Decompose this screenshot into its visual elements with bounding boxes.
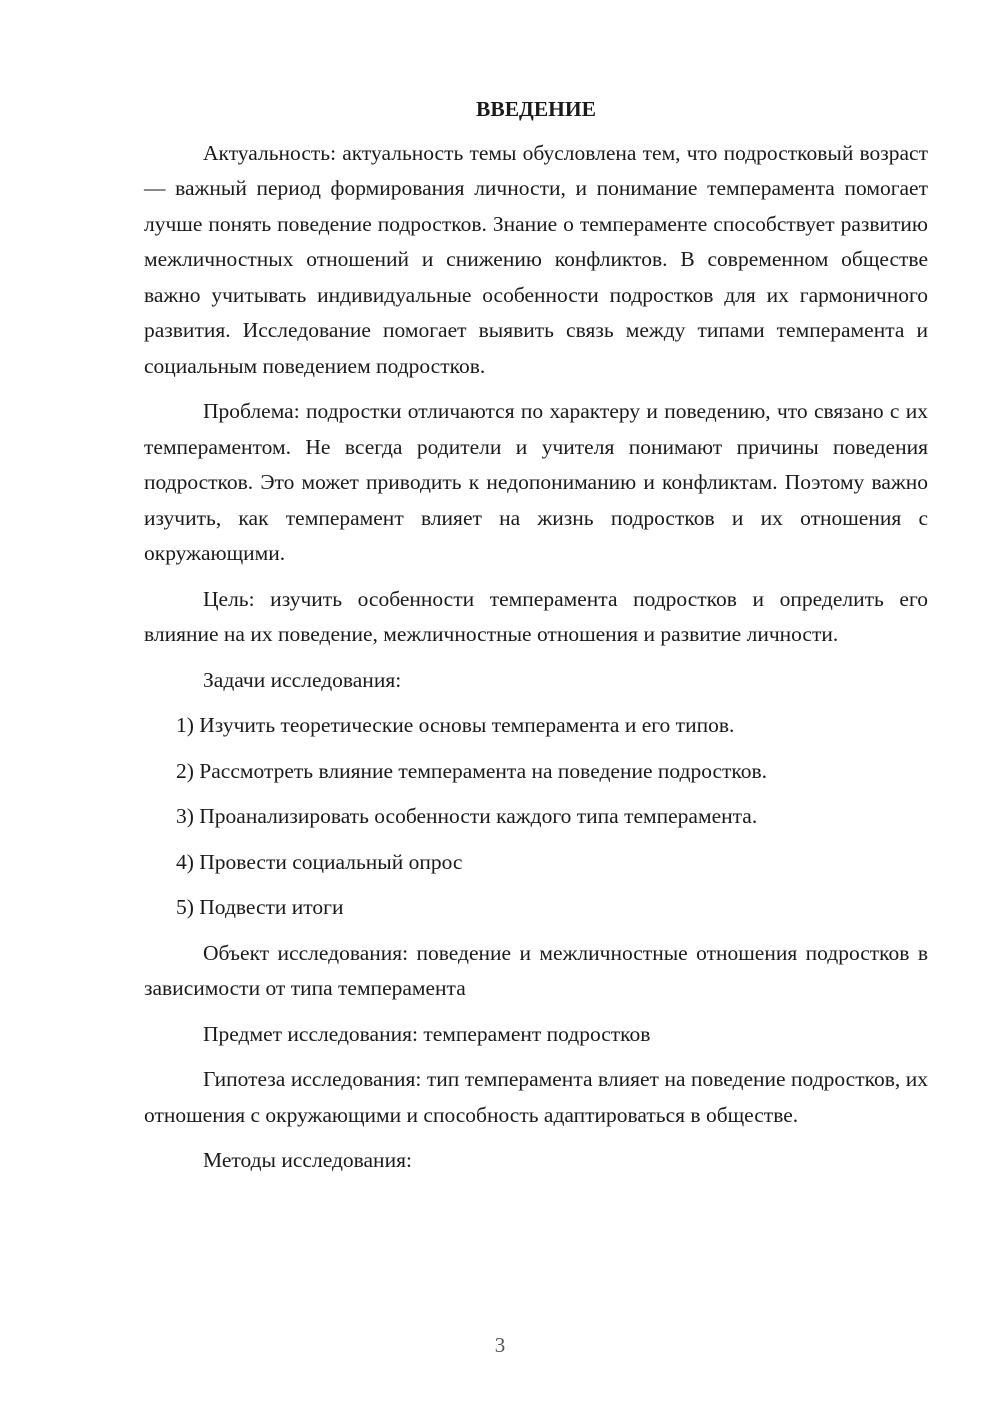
tasks-list (144, 708, 928, 926)
list-item: 3) Проанализировать особенности каждого типа темперамента. (176, 804, 758, 828)
paragraph-subject: Предмет исследования: темперамент подростков (203, 1021, 651, 1046)
paragraph-hypothesis: Гипотеза исследования: тип темперамента влияет на поведение подростков, их отношения с окружающими и способность адаптироваться в обществе. (144, 1067, 928, 1127)
list-item: 5) Подвести итоги (176, 895, 344, 919)
list-item: 4) Провести социальный опрос (176, 849, 463, 874)
tasks-title: Задачи исследования: (203, 667, 402, 692)
document-page (144, 92, 928, 1189)
section-heading: ВВЕДЕНИЕ (476, 97, 596, 121)
paragraph-object: Объект исследования: поведение и межличностные отношения подростков в зависимости от типа темперамента (144, 940, 928, 1000)
paragraph-relevance: Актуальность: актуальность темы обусловлена тем, что подростковый возраст — важный период формирования личности, и понимание темперамента помогает лучше понять поведение подростков. Знание о темпераменте способствует развитию межличностных отношений и снижению конфликтов. В современном обществе важно учитывать индивидуальные особенности подростков для их гармоничного развития. Исследование помогает выявить связь между типами темперамента и социальным поведением подростков. (144, 140, 928, 378)
list-item: 1) Изучить теоретические основы темперамента и его типов. (176, 713, 735, 737)
paragraph-problem: Проблема: подростки отличаются по характеру и поведению, что связано с их темпераментом. Не всегда родители и учителя понимают причины поведения подростков. Это может приводить к недопониманию и конфликтам. Поэтому важно изучить, как темперамент влияет на жизнь подростков и их отношения с окружающими. (144, 399, 928, 565)
paragraph-goal: Цель: изучить особенности темперамента подростков и определить его влияние на их поведение, межличностные отношения и развитие личности. (144, 586, 928, 646)
page-number: 3 (494, 1333, 506, 1357)
methods-title: Методы исследования: (203, 1148, 412, 1172)
list-item: 2) Рассмотреть влияние темперамента на поведение подростков. (176, 758, 768, 783)
